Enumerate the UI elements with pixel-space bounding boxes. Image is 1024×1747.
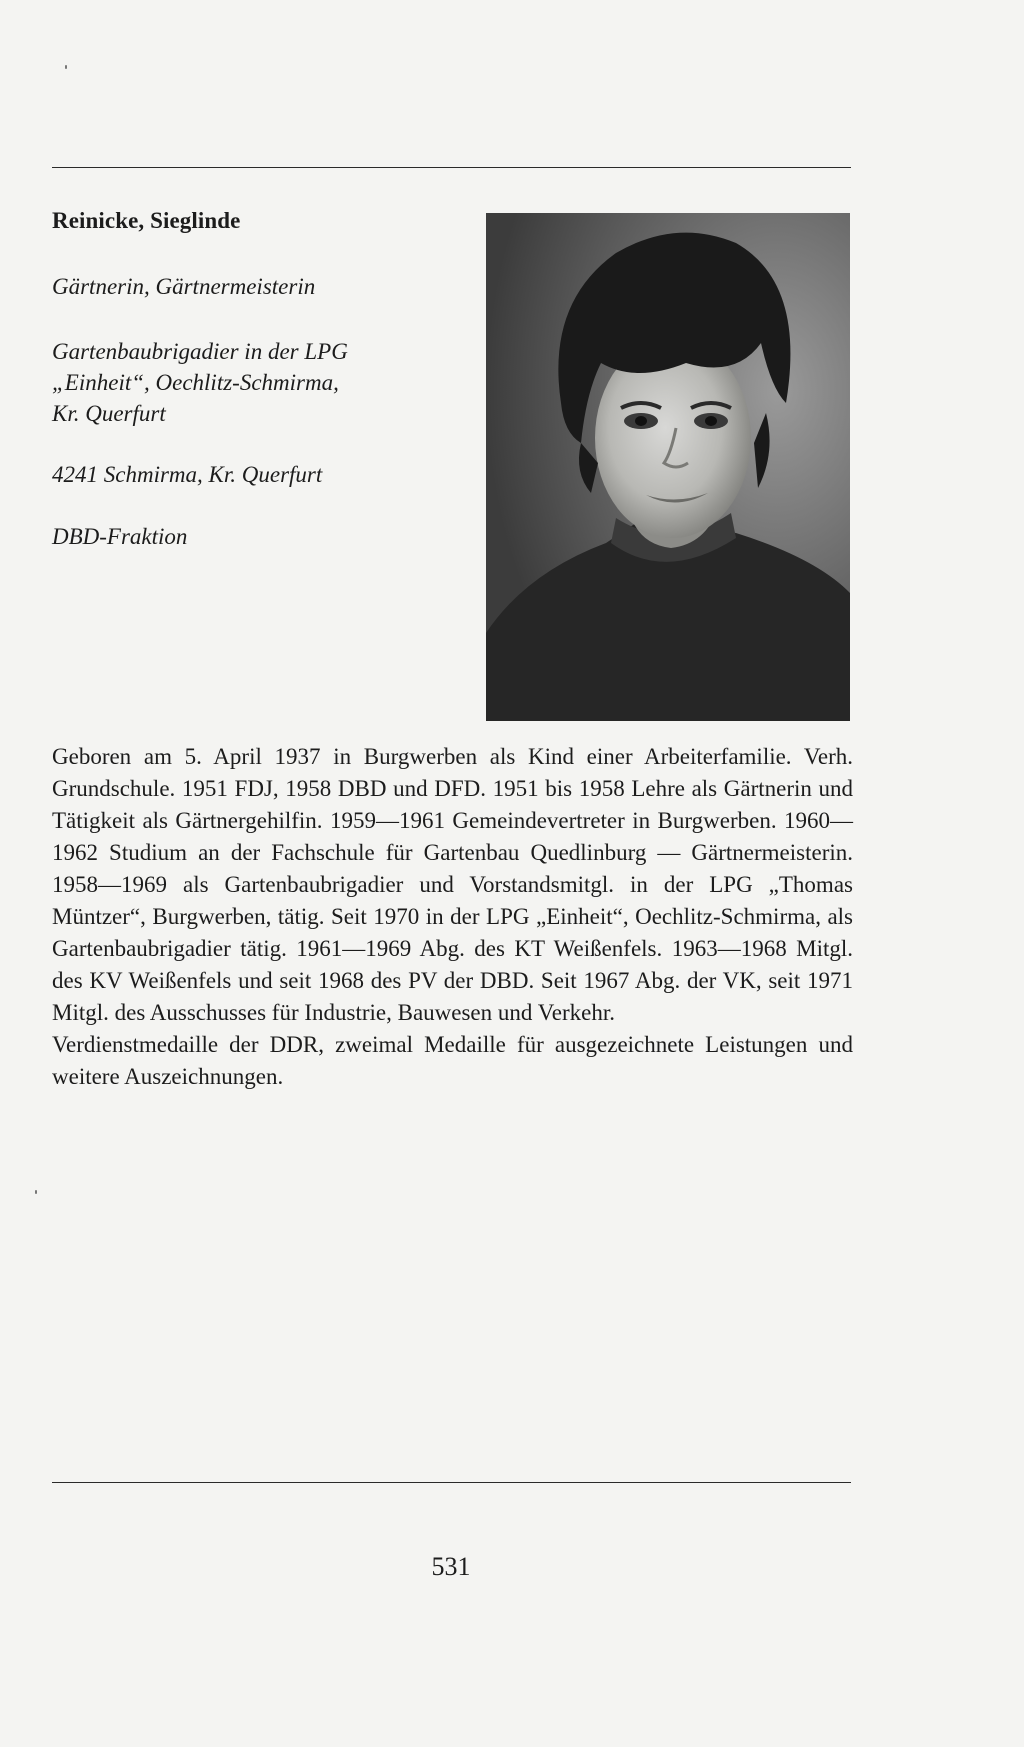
entry-address: 4241 Schmirma, Kr. Querfurt — [52, 462, 323, 487]
portrait-icon — [486, 213, 850, 721]
portrait-photo — [486, 213, 850, 721]
entry-profession: Gärtnerin, Gärtnermeisterin — [52, 274, 316, 299]
position-line: Gartenbaubrigadier in der LPG — [52, 339, 348, 364]
position-line: „Einheit“, Oechlitz-Schmirma, — [52, 370, 339, 395]
entry-name: Reinicke, Sieglinde — [52, 208, 241, 233]
entry-position — [52, 336, 472, 429]
page-number: 531 — [431, 1552, 471, 1581]
scan-speck — [35, 1190, 37, 1194]
awards-text: Verdienstmedaille der DDR, zweimal Medaille für ausgezeichnete Leistungen und weitere Auszeichnungen. — [52, 1032, 853, 1089]
biography-text: Geboren am 5. April 1937 in Burgwerben als Kind einer Arbeiterfamilie. Verh. Grundschule. 1951 FDJ, 1958 DBD und DFD. 1951 bis 1958 Lehre als Gärtnerin und Tätigkeit als Gärtnergehilfin. 1959—1961 Gemeindevertreter in Burgwerben. 1960—1962 Studium an der Fachschule für Gartenbau Quedlinburg — Gärtnermeisterin. 1958—1969 als Gartenbaubrigadier und Vorstandsmitgl. in der LPG „Thomas Müntzer“, Burgwerben, tätig. Seit 1970 in der LPG „Einheit“, Oechlitz-Schmirma, als Gartenbaubrigadier tätig. 1961—1969 Abg. des KT Weißenfels. 1963—1968 Mitgl. des KV Weißenfels und seit 1968 des PV der DBD. Seit 1967 Abg. der VK, seit 1971 Mitgl. des Ausschusses für Industrie, Bauwesen und Verkehr. — [52, 744, 853, 1025]
biography — [52, 741, 853, 1093]
top-rule — [52, 167, 851, 168]
entry-faction: DBD-Fraktion — [52, 524, 188, 549]
position-line: Kr. Querfurt — [52, 401, 166, 426]
scan-speck — [65, 65, 67, 69]
bottom-rule — [52, 1482, 851, 1483]
